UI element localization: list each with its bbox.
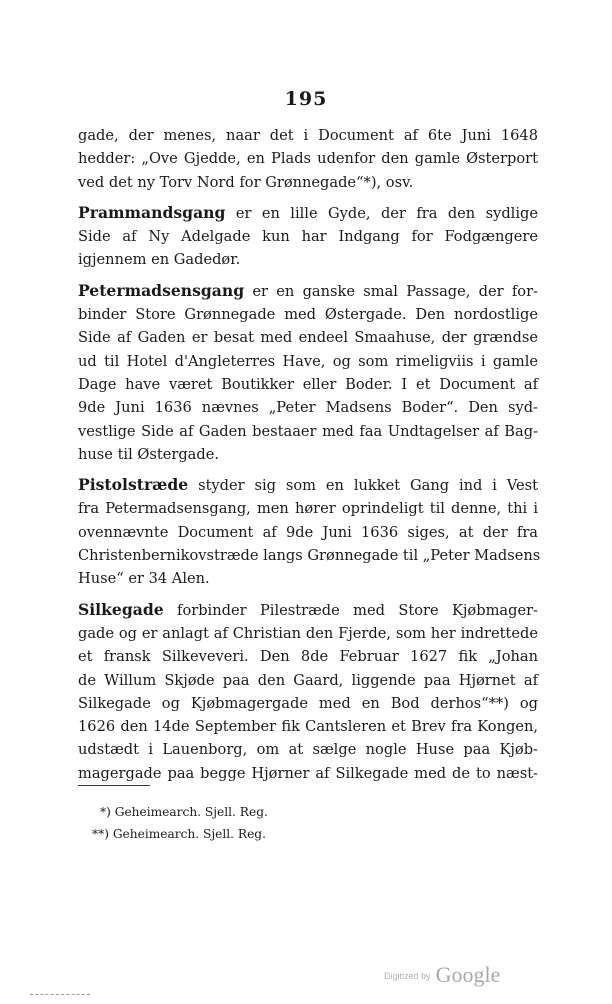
text-line: fra Petermadsensgang, men hører oprindeligt til denne, thi i (78, 500, 538, 518)
street-heading: Pistolstræde (78, 475, 189, 495)
paragraph (78, 279, 538, 466)
street-heading: Prammandsgang (78, 202, 226, 222)
text-run: er en ganske smal Passage, der for- (244, 282, 538, 300)
paragraph (78, 598, 538, 785)
street-heading: Petermadsensgang (78, 280, 245, 300)
text-line: gade, der menes, naar det i Document af 6te Juni 1648 (78, 127, 538, 144)
text-line: hedder: „Ove Gjedde, en Plads udenfor den gamle Østerport (78, 150, 538, 168)
text-line: magergade paa begge Hjørner af Silkegade med de to næst- (78, 764, 538, 782)
text-line: ved det ny Torv Nord for Grønnegade“*), osv. (78, 173, 414, 191)
paragraph (78, 201, 538, 272)
text-run: forbinder Pilestræde med Store Kjøbmager- (163, 601, 538, 619)
scan-edge-mark (30, 994, 90, 995)
text-line (78, 201, 538, 225)
street-heading: Silkegade (78, 599, 164, 619)
text-line (78, 473, 538, 497)
text-line: Silkegade og Kjøbmagergade med en Bod derhos“**) og (78, 694, 538, 712)
text-line: de Willum Skjøde paa den Gaard, liggende paa Hjørnet af (78, 671, 538, 689)
text-line: 9de Juni 1636 nævnes „Peter Madsens Boder“. Den syd- (78, 399, 538, 417)
footnotes (0, 801, 612, 845)
text-run: er en lille Gyde, der fra den sydlige (225, 204, 538, 222)
text-line: Christenbernikovstræde langs Grønnegade til „Peter Madsens (78, 547, 541, 565)
text-line: vestlige Side af Gaden bestaaer med faa Undtagelser af Bag- (78, 422, 538, 440)
footnote: **) Geheimearch. Sjell. Reg. (92, 827, 266, 841)
text-line: udstædt i Lauenborg, om at sælge nogle Huse paa Kjøb- (78, 741, 538, 759)
digitized-watermark (384, 962, 500, 988)
text-line: 1626 den 14de September fik Cantsleren et Brev fra Kongen, (78, 718, 538, 736)
text-line: ovennævnte Document af 9de Juni 1636 siges, at der fra (78, 523, 538, 541)
google-logo: Google (435, 962, 501, 987)
text-line (78, 598, 538, 622)
text-line: Dage have været Boutikker eller Boder. I et Document af (78, 375, 538, 393)
text-line: et fransk Silkeveveri. Den 8de Februar 1627 fik „Johan (78, 648, 538, 666)
text-line: binder Store Grønnegade med Østergade. Den nordostlige (78, 306, 538, 324)
footnote-divider (78, 785, 150, 786)
body-text (78, 124, 541, 785)
text-line: Side af Gaden er besat med endeel Smaahuse, der grændse (78, 329, 538, 347)
text-line: ud til Hotel d'Angleterres Have, og som rimeligviis i gamle (78, 352, 538, 370)
text-line (78, 279, 538, 303)
page-number: 195 (284, 88, 328, 110)
watermark-prefix: Digitized by (384, 971, 431, 981)
text-line: huse til Østergade. (78, 445, 219, 463)
text-line: igjennem en Gadedør. (78, 251, 241, 269)
text-line: gade og er anlagt af Christian den Fjerde, som her indrettede (78, 624, 538, 642)
paragraph (78, 473, 541, 590)
footnote: *) Geheimearch. Sjell. Reg. (100, 805, 268, 819)
paragraph (78, 124, 538, 194)
text-line: Huse“ er 34 Alen. (78, 570, 210, 588)
text-line: Side af Ny Adelgade kun har Indgang for Fodgængere (78, 228, 538, 246)
text-run: styder sig som en lukket Gang ind i Vest (188, 477, 538, 495)
